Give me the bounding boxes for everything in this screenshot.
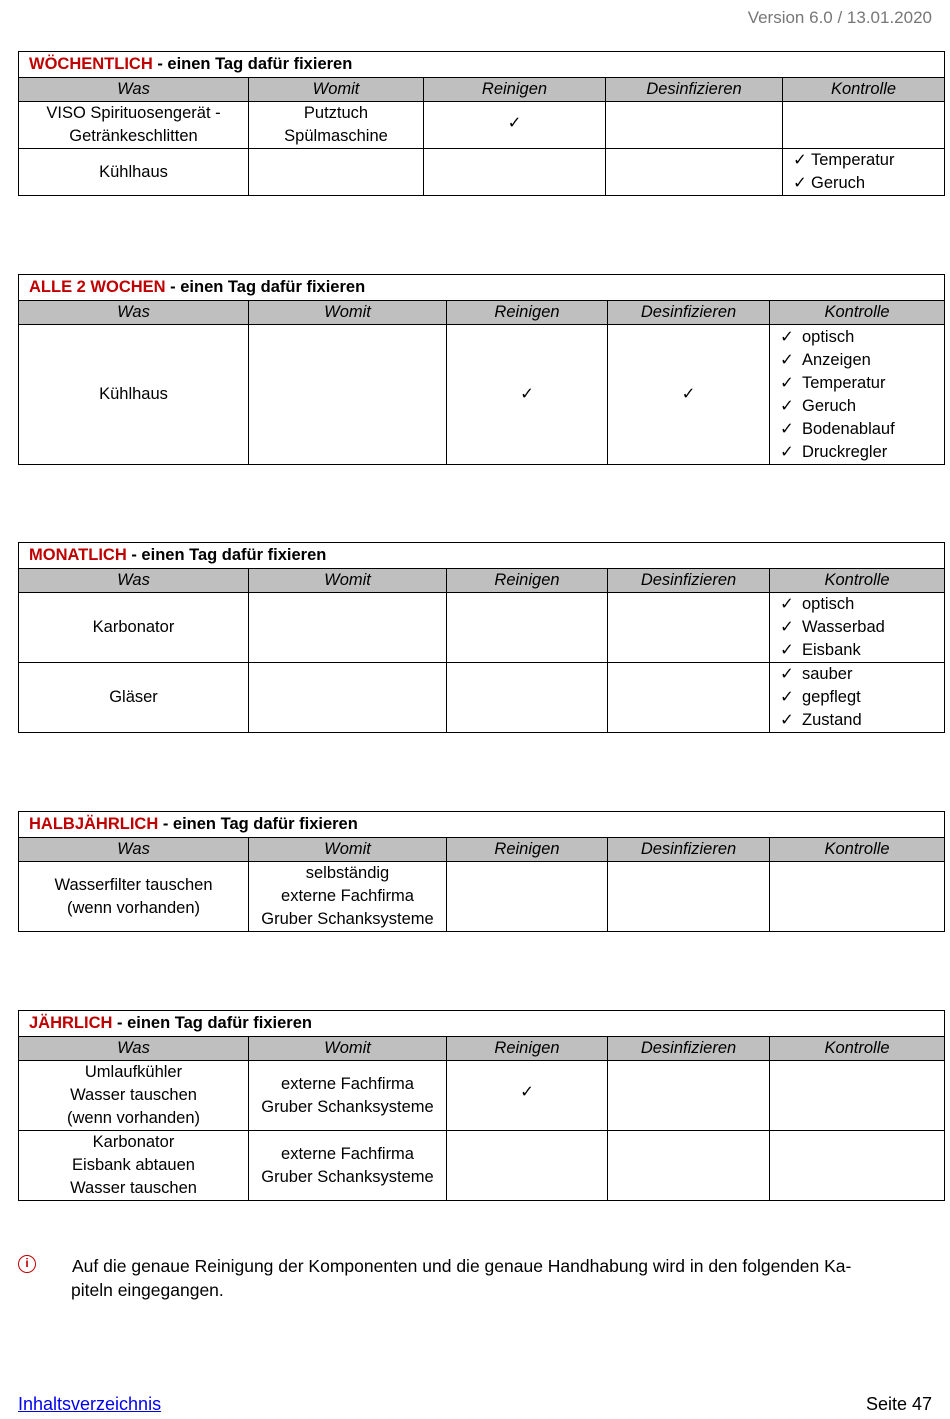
cell-reinigen [447, 1131, 608, 1201]
header-kontrolle: Kontrolle [770, 838, 945, 862]
header-reinigen: Reinigen [424, 78, 606, 102]
title-frequency: WÖCHENTLICH [29, 55, 153, 73]
table-row [19, 663, 945, 733]
table-row [19, 102, 945, 149]
cell-kontrolle: ✓ sauber ✓ gepflegt ✓ Zustand [770, 663, 945, 733]
cell-reinigen [447, 862, 608, 932]
cell-womit: externe Fachfirma Gruber Schanksysteme [249, 1061, 447, 1131]
cell-kontrolle: ✓ Temperatur ✓ Geruch [783, 149, 945, 196]
cell-kontrolle [770, 1061, 945, 1131]
header-desinfizieren: Desinfizieren [606, 78, 783, 102]
header-kontrolle: Kontrolle [770, 301, 945, 325]
cell-reinigen [424, 149, 606, 196]
checkmark-icon: ✓ [780, 688, 794, 706]
cell-reinigen [424, 102, 606, 149]
cell-desinfizieren [606, 102, 783, 149]
title-suffix: - einen Tag dafür fixieren [165, 278, 366, 296]
cell-was: Karbonator [19, 593, 249, 663]
title-frequency: JÄHRLICH [29, 1014, 113, 1032]
header-kontrolle: Kontrolle [770, 1037, 945, 1061]
title-suffix: - einen Tag dafür fixieren [152, 55, 353, 73]
cell-reinigen [447, 1061, 608, 1131]
cell-desinfizieren [608, 862, 770, 932]
cell-reinigen [447, 593, 608, 663]
table-title [19, 52, 945, 78]
header-kontrolle: Kontrolle [783, 78, 945, 102]
table-row [19, 862, 945, 932]
header-womit: Womit [249, 838, 447, 862]
table-title [19, 275, 945, 301]
table-halbjaehrlich [18, 811, 945, 932]
checkmark-icon: ✓ [793, 151, 807, 169]
header-womit: Womit [249, 569, 447, 593]
cell-womit [249, 149, 424, 196]
header-reinigen: Reinigen [447, 838, 608, 862]
checkmark-icon: ✓ [780, 419, 794, 438]
cell-was: Kühlhaus [19, 325, 249, 465]
header-was: Was [19, 569, 249, 593]
cell-kontrolle: ✓ optisch ✓ Wasserbad ✓ Eisbank [770, 593, 945, 663]
cell-desinfizieren [608, 1131, 770, 1201]
checkmark-icon: ✓ [780, 618, 794, 636]
header-was: Was [19, 301, 249, 325]
table-title [19, 812, 945, 838]
checkmark-icon: ✓ [780, 373, 794, 392]
checkmark-icon: ✓ [520, 385, 534, 403]
cell-was: Kühlhaus [19, 149, 249, 196]
checkmark-icon: ✓ [520, 1083, 534, 1101]
header-desinfizieren: Desinfizieren [608, 301, 770, 325]
table-row [19, 1061, 945, 1131]
header-womit: Womit [249, 301, 447, 325]
checkmark-icon: ✓ [780, 641, 794, 659]
table-title [19, 1011, 945, 1037]
title-suffix: - einen Tag dafür fixieren [112, 1014, 312, 1032]
cell-kontrolle: ✓ optisch ✓ Anzeigen ✓ Temperatur ✓ Geruch ✓ Bodenablauf ✓ Druckregler [770, 325, 945, 465]
cell-was: Gläser [19, 663, 249, 733]
header-was: Was [19, 838, 249, 862]
checkmark-icon: ✓ [780, 442, 794, 461]
cell-desinfizieren [608, 325, 770, 465]
cell-was: Karbonator Eisbank abtauen Wasser tauschen [19, 1131, 249, 1201]
header-desinfizieren: Desinfizieren [608, 1037, 770, 1061]
page-number: Seite 47 [865, 1394, 932, 1414]
header-reinigen: Reinigen [447, 569, 608, 593]
info-note [18, 1254, 936, 1302]
table-woechentlich [18, 51, 945, 196]
cell-desinfizieren [606, 149, 783, 196]
checkmark-icon: ✓ [780, 665, 794, 683]
cell-was: VISO Spirituosengerät - Getränkeschlitten [19, 102, 249, 149]
header-reinigen: Reinigen [447, 301, 608, 325]
title-suffix: - einen Tag dafür fixieren [158, 815, 358, 833]
table-title [19, 543, 945, 569]
table-row [19, 1131, 945, 1201]
header-was: Was [19, 1037, 249, 1061]
checkmark-icon: ✓ [681, 385, 696, 403]
cell-womit [249, 663, 447, 733]
cell-reinigen [447, 325, 608, 465]
title-frequency: ALLE 2 WOCHEN [29, 278, 166, 296]
cell-desinfizieren [608, 1061, 770, 1131]
table-row [19, 325, 945, 465]
checkmark-icon: ✓ [780, 350, 794, 369]
title-suffix: - einen Tag dafür fixieren [126, 546, 327, 564]
checkmark-icon: ✓ [780, 327, 794, 346]
version-label: Version 6.0 / 13.01.2020 [747, 8, 932, 27]
cell-womit: Putztuch Spülmaschine [249, 102, 424, 149]
table-alle-2-wochen [18, 274, 945, 465]
cell-desinfizieren [608, 663, 770, 733]
table-of-contents-link[interactable]: Inhaltsverzeichnis [18, 1394, 162, 1414]
header-womit: Womit [249, 1037, 447, 1061]
note-line-1: Auf die genaue Reinigung der Komponenten und die genaue Handhabung wird in den folgenden Ka- [72, 1256, 852, 1276]
table-row [19, 149, 945, 196]
checkmark-icon: ✓ [780, 396, 794, 415]
table-row [19, 593, 945, 663]
title-frequency: HALBJÄHRLICH [29, 815, 159, 833]
cell-womit [249, 593, 447, 663]
cell-reinigen [447, 663, 608, 733]
table-jaehrlich [18, 1010, 945, 1201]
header-desinfizieren: Desinfizieren [608, 838, 770, 862]
info-icon: i [18, 1255, 36, 1273]
cell-kontrolle [783, 102, 945, 149]
checkmark-icon: ✓ [793, 174, 807, 192]
cell-womit [249, 325, 447, 465]
cell-womit: externe Fachfirma Gruber Schanksysteme [249, 1131, 447, 1201]
table-monatlich [18, 542, 945, 733]
checkmark-icon: ✓ [780, 595, 794, 613]
header-desinfizieren: Desinfizieren [608, 569, 770, 593]
header-kontrolle: Kontrolle [770, 569, 945, 593]
header-reinigen: Reinigen [447, 1037, 608, 1061]
cell-kontrolle [770, 1131, 945, 1201]
note-line-2: piteln eingegangen. [71, 1280, 224, 1300]
title-frequency: MONATLICH [29, 546, 127, 564]
header-womit: Womit [249, 78, 424, 102]
cell-was: Wasserfilter tauschen (wenn vorhanden) [19, 862, 249, 932]
checkmark-icon: ✓ [780, 711, 794, 729]
cell-desinfizieren [608, 593, 770, 663]
cell-was: Umlaufkühler Wasser tauschen (wenn vorhanden) [19, 1061, 249, 1131]
checkmark-icon: ✓ [507, 114, 522, 132]
cell-kontrolle [770, 862, 945, 932]
cell-womit: selbständig externe Fachfirma Gruber Schanksysteme [249, 862, 447, 932]
header-was: Was [19, 78, 249, 102]
